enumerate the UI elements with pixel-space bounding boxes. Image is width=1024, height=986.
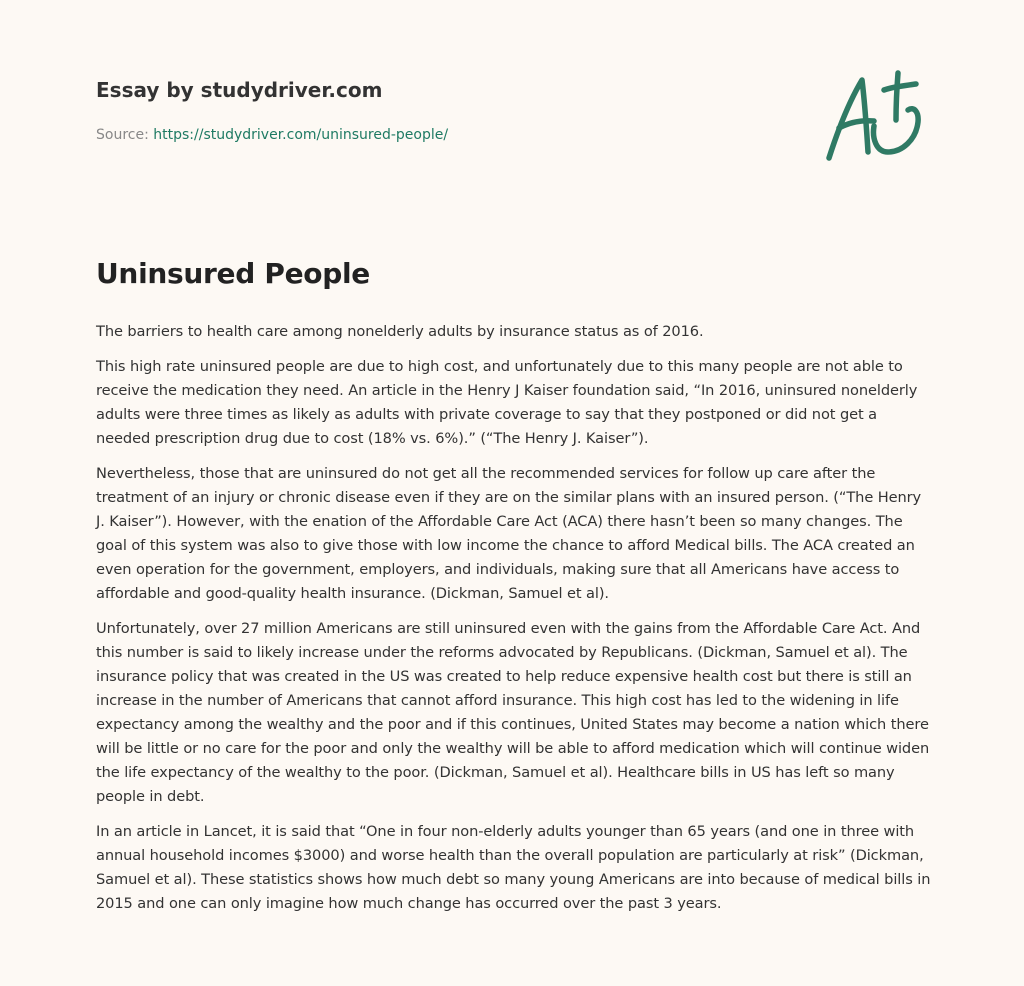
source-label: Source: xyxy=(96,127,149,143)
essay-article xyxy=(96,254,932,927)
essay-paragraph: This high rate uninsured people are due to high cost, and unfortunately due to this many people are not able to receive the medication they need. An article in the Henry J Kaiser foundation said, “In 2016, uninsured nonelderly adults were three times as likely as adults with private coverage to say that they postponed or did not get a needed prescription drug due to cost (18% vs. 6%).” (“The Henry J. Kaiser”). xyxy=(96,358,918,447)
essay-paragraph: In an article in Lancet, it is said that “One in four non-elderly adults younger than 65 years (and one in three with annual household incomes $3000) and worse health than the overall population are particularly at risk” (Dickman, Samuel et al). These statistics shows how much debt so many young Americans are into because of medical bills in 2015 and one can only imagine how much change has occurred over the past 3 years. xyxy=(96,823,931,912)
source-line xyxy=(96,125,796,145)
essay-title: Uninsured People xyxy=(96,257,370,290)
source-link[interactable]: https://studydriver.com/uninsured-people/ xyxy=(153,127,449,143)
site-title: Essay by studydriver.com xyxy=(96,78,383,102)
essay-paragraph: Nevertheless, those that are uninsured do not get all the recommended services for follow up care after the treatment of an injury or chronic disease even if they are on the similar plans with an insured person. (“The Henry J. Kaiser”). However, with the enation of the Affordable Care Act (ACA) there hasn’t been so many changes. The goal of this system was also to give those with low income the chance to afford Medical bills. The ACA created an even operation for the government, employers, and individuals, making sure that all Americans have access to affordable and good-quality health insurance. (Dickman, Samuel et al). xyxy=(96,465,922,602)
essay-paragraph: The barriers to health care among nonelderly adults by insurance status as of 2016. xyxy=(96,323,704,340)
page-header xyxy=(96,76,796,145)
essay-paragraph: Unfortunately, over 27 million Americans are still uninsured even with the gains from the Affordable Care Act. And this number is said to likely increase under the reforms advocated by Republicans. (Dickman, Samuel et al). The insurance policy that was created in the US was created to help reduce expensive health cost but there is still an increase in the number of Americans that cannot afford insurance. This high cost has led to the widening in life expectancy among the wealthy and the poor and if this continues, United States may become a nation which there will be little or no care for the poor and only the wealthy will be able to afford medication which will continue widen the life expectancy of the wealthy to the poor. (Dickman, Samuel et al). Healthcare bills in US has left so many people in debt. xyxy=(96,620,930,805)
a-plus-logo-icon xyxy=(822,68,928,164)
